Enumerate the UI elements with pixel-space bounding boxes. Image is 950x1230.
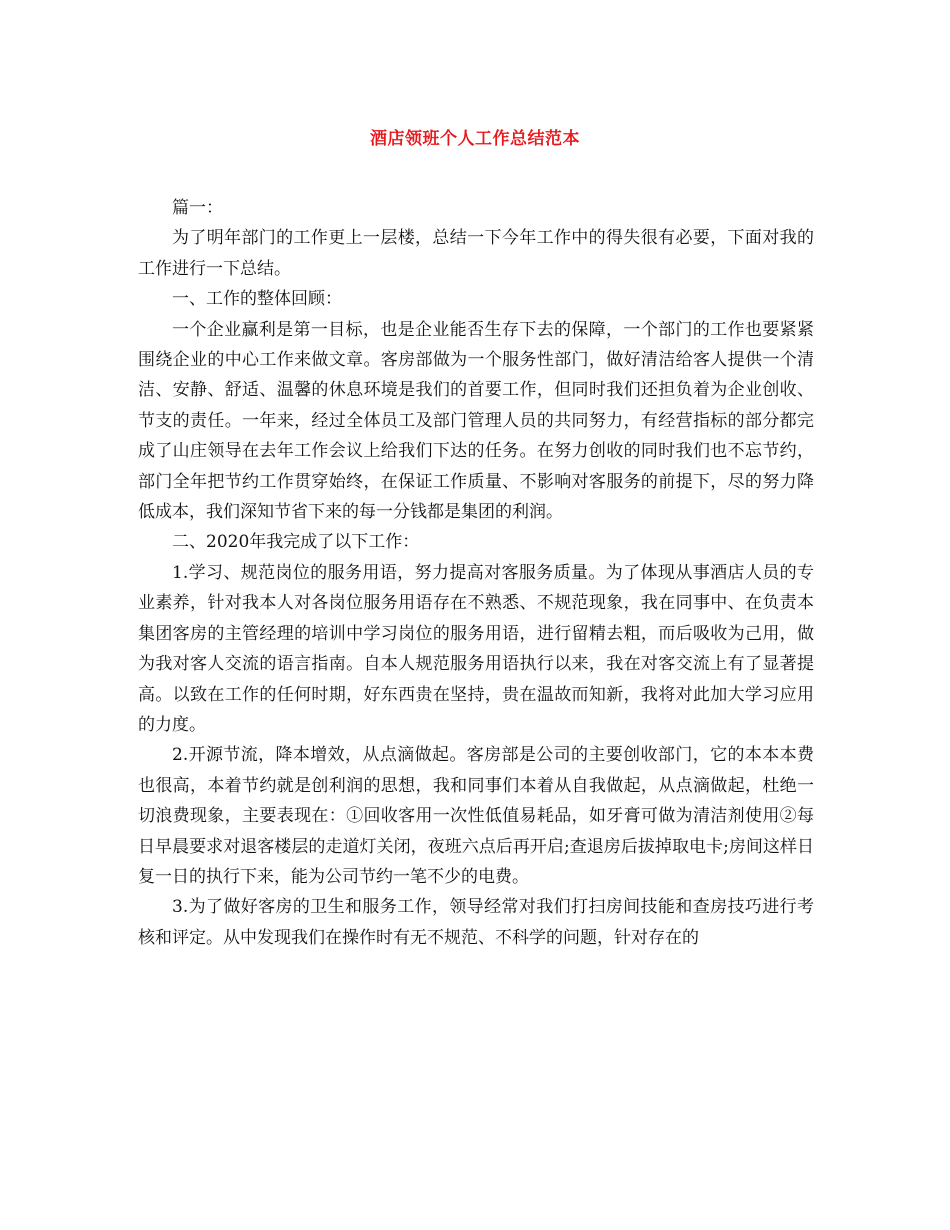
paragraph-item-3: 3.为了做好客房的卫生和服务工作，领导经常对我们打扫房间技能和查房技巧进行考核和评定。从中发现我们在操作时有无不规范、不科学的问题，针对存在的	[138, 897, 814, 948]
heading-overall-review: 一、工作的整体回顾：	[172, 289, 342, 310]
paragraph-item-2: 2.开源节流，降本增效，从点滴做起。客房部是公司的主要创收部门，它的本本本费也很高，本着节约就是创利润的思想，我和同事们本着从自我做起，从点滴做起，杜绝一切浪费现象，主要表现在：①回收客用一次性低值易耗品，如牙膏可做为清洁剂使用②每日早晨要求对退客楼层的走道灯关闭，夜班六点后再开启;查退房后拔掉取电卡;房间这样日复一日的执行下来，能为公司节约一笔不少的电费。	[138, 745, 814, 887]
document-body	[138, 193, 814, 953]
paragraph-overall-review: 一个企业赢利是第一目标，也是企业能否生存下去的保障，一个部门的工作也要紧紧围绕企业的中心工作来做文章。客房部做为一个服务性部门，做好清洁给客人提供一个清洁、安静、舒适、温馨的休息环境是我们的首要工作，但同时我们还担负着为企业创收、节支的责任。一年来，经过全体员工及部门管理人员的共同努力，有经营指标的部分都完成了山庄领导在去年工作会议上给我们下达的任务。在努力创收的同时我们也不忘节约，部门全年把节约工作贯穿始终，在保证工作质量、不影响对客服务的前提下，尽的努力降低成本，我们深知节省下来的每一分钱都是集团的利润。	[138, 319, 814, 523]
document-title: 酒店领班个人工作总结范本	[370, 129, 580, 149]
paragraph-section-label: 篇一：	[172, 198, 223, 218]
heading-completed-work: 二、2020年我完成了以下工作：	[172, 532, 420, 553]
paragraph-item-1: 1.学习、规范岗位的服务用语，努力提高对客服务质量。为了体现从事酒店人员的专业素养，针对我本人对各岗位服务用语存在不熟悉、不规范现象，我在同事中、在负责本集团客房的主管经理的培训中学习岗位的服务用语，进行留精去粗，而后吸收为己用，做为我对客人交流的语言指南。自本人规范服务用语执行以来，我在对客交流上有了显著提高。以致在工作的任何时期，好东西贵在坚持，贵在温故而知新，我将对此加大学习应用的力度。	[138, 562, 814, 735]
paragraph-intro: 为了明年部门的工作更上一层楼，总结一下今年工作中的得失很有必要，下面对我的工作进行一下总结。	[138, 228, 814, 279]
